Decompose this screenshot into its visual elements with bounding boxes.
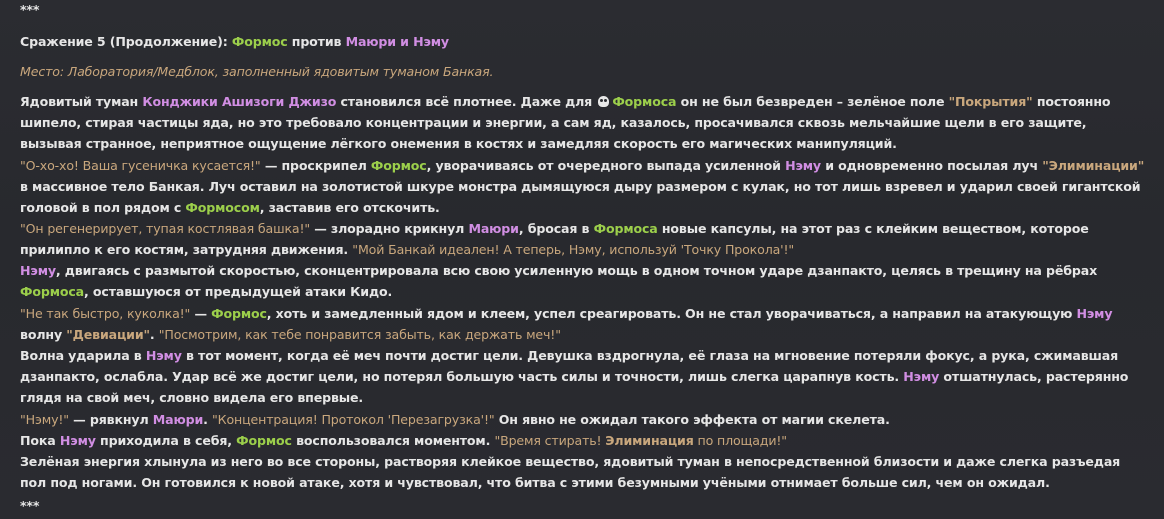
p6-text-3: отшатнулась, растерянно глядя на свой меч, словно видела его впервые. bbox=[20, 369, 1129, 405]
separator-bottom: *** bbox=[20, 498, 40, 513]
p2-name-nemu: Нэму bbox=[785, 158, 821, 173]
separator-top: *** bbox=[20, 2, 40, 17]
p5-spell-deviation: "Девиации" bbox=[66, 327, 150, 342]
p7-quote-1: "Нэму!" bbox=[20, 412, 69, 427]
title-fighter-formos: Формос bbox=[231, 34, 288, 49]
p6-text-1: Волна ударила в bbox=[20, 348, 146, 363]
p8-quote-3: по площади!" bbox=[693, 433, 787, 448]
paragraph-7 bbox=[20, 409, 1145, 430]
p2-text-3: и одновременно посылая луч bbox=[820, 158, 1043, 173]
p8-text-3: воспользовался моментом. bbox=[291, 433, 495, 448]
p3-quote-2: "Мой Банкай идеален! А теперь, Нэму, используй 'Точку Прокола'!" bbox=[352, 242, 795, 257]
p4-text-1: , двигаясь с размытой скоростью, сконцентрировала всю свою усиленную мощь в одном точном ударе дзанпакто, целясь в трещину на рёбрах bbox=[55, 263, 1098, 278]
paragraph-5 bbox=[20, 303, 1145, 345]
paragraph-4 bbox=[20, 260, 1145, 302]
p1-text-4: постоянно шипело, стирая частицы яда, но это требовало концентрации и энергии, а сам яд, казалось, просачивался сквозь мельчайшие щели в его защите, вызывая странное, неприятное ощущение лёгкого онемения в костях и замедляя скорость его магических манипуляций. bbox=[20, 94, 1111, 151]
p7-text-3: Он явно не ожидал такого эффекта от магии скелета. bbox=[494, 412, 890, 427]
p8-name-formos: Формос bbox=[236, 433, 292, 448]
p2-name-formosom: Формосом bbox=[185, 200, 260, 215]
p3-name-formos: Формоса bbox=[593, 221, 658, 236]
p1-text-1: Ядовитый туман bbox=[20, 94, 143, 109]
battle-title bbox=[20, 31, 1145, 52]
p8-name-nemu: Нэму bbox=[59, 433, 96, 448]
location-line: Место: Лаборатория/Медблок, заполненный ядовитым туманом Банкая. bbox=[20, 64, 494, 79]
skull-icon bbox=[598, 96, 609, 107]
p5-text-4: . bbox=[149, 327, 159, 342]
p2-text-4: в массивное тело Банкая. Луч оставил на золотистой шкуре монстра дымящуюся дыру размером с кулак, но тот лишь взревел и ударил своей гигантской головой в пол рядом с bbox=[20, 179, 1141, 215]
p5-name-formos: Формос bbox=[211, 306, 267, 321]
paragraph-2 bbox=[20, 155, 1145, 218]
title-vs: против bbox=[287, 34, 346, 49]
p7-text-2: . bbox=[203, 412, 213, 427]
paragraph-1 bbox=[20, 91, 1145, 154]
p5-text-2: , хоть и замедленный ядом и клеем, успел среагировать. Он не стал уворачиваться, а направил на атакующую bbox=[266, 306, 1077, 321]
p6-text-2: в тот момент, когда её меч почти достиг цели. Девушка вздрогнула, её глаза на мгновение потеряли фокус, а рука, сжимавшая дзанпакто, ослабла. Удар всё же достиг цели, но потерял большую часть силы и точности, лишь слегка царапнув кость. bbox=[20, 348, 1119, 384]
p7-quote-2: "Концентрация! Протокол 'Перезагрузка'!" bbox=[212, 412, 495, 427]
p1-name-formos: Формоса bbox=[612, 94, 677, 109]
p1-name-bankai: Конджики Ашизоги Джизо bbox=[142, 94, 337, 109]
p4-name-nemu: Нэму bbox=[20, 263, 56, 278]
paragraph-6 bbox=[20, 345, 1145, 408]
p6-name-nemu-1: Нэму bbox=[145, 348, 182, 363]
p2-text-2: , уворачиваясь от очередного выпада усиленной bbox=[426, 158, 786, 173]
p3-name-mayuri: Маюри bbox=[468, 221, 519, 236]
p5-name-nemu: Нэму bbox=[1076, 306, 1113, 321]
p7-name-mayuri: Маюри bbox=[152, 412, 204, 427]
p8-text-1: Пока bbox=[20, 433, 60, 448]
p4-name-formos: Формоса bbox=[20, 284, 85, 299]
p2-name-formos: Формос bbox=[370, 158, 427, 173]
paragraph-8 bbox=[20, 430, 1145, 451]
p5-text-1: — bbox=[190, 306, 212, 321]
p1-text-3: он не был безвреден – зелёное поле bbox=[676, 94, 949, 109]
title-fighter-mayuri-nemu: Маюри и Нэму bbox=[345, 34, 449, 49]
paragraph-3 bbox=[20, 218, 1145, 260]
title-prefix: Сражение 5 (Продолжение): bbox=[20, 34, 232, 49]
p2-text-1: — проскрипел bbox=[260, 158, 371, 173]
p8-quote-1: "Время стирать! bbox=[494, 433, 606, 448]
p5-text-3: волну bbox=[20, 327, 67, 342]
paragraph-9 bbox=[20, 451, 1145, 493]
p1-text-2: становился всё плотнее. Даже для bbox=[336, 94, 597, 109]
p8-text-2: приходила в себя, bbox=[95, 433, 237, 448]
p5-quote-1: "Не так быстро, куколка!" bbox=[20, 306, 191, 321]
p3-text-1: — злорадно крикнул bbox=[310, 221, 469, 236]
p2-spell-elimination: "Элиминации" bbox=[1042, 158, 1145, 173]
story-text bbox=[20, 0, 1145, 517]
p3-text-2: , бросая в bbox=[518, 221, 594, 236]
p4-text-2: , оставшуюся от предыдущей атаки Кидо. bbox=[84, 284, 393, 299]
p7-text-1: — рявкнул bbox=[68, 412, 153, 427]
p3-quote-1: "Он регенерирует, тупая костлявая башка!" bbox=[20, 221, 311, 236]
p2-text-5: , заставив его отскочить. bbox=[259, 200, 440, 215]
p2-quote-1: "О-хо-хо! Ваша гусеничка кусается!" bbox=[20, 158, 261, 173]
p9-text-1: Зелёная энергия хлынула из него во все стороны, растворяя клейкое вещество, ядовитый туман в непосредственной близости и даже слегка разъедая пол под ногами. Он готовился к новой атаке, хотя и чувствовал, что битва с этими безумными учёными отнимает больше сил, чем он ожидал. bbox=[20, 454, 1121, 490]
p5-quote-3: "Посмотрим, как тебе понравится забыть, как держать меч!" bbox=[158, 327, 561, 342]
p8-spell-elimination: Элиминация bbox=[605, 433, 694, 448]
p6-name-nemu-2: Нэму bbox=[903, 369, 940, 384]
p1-spell-coverage: "Покрытия" bbox=[948, 94, 1033, 109]
p3-text-3: новые капсулы, на этот раз с клейким веществом, которое прилипло к его костям, затрудняя движения. bbox=[20, 221, 1089, 257]
